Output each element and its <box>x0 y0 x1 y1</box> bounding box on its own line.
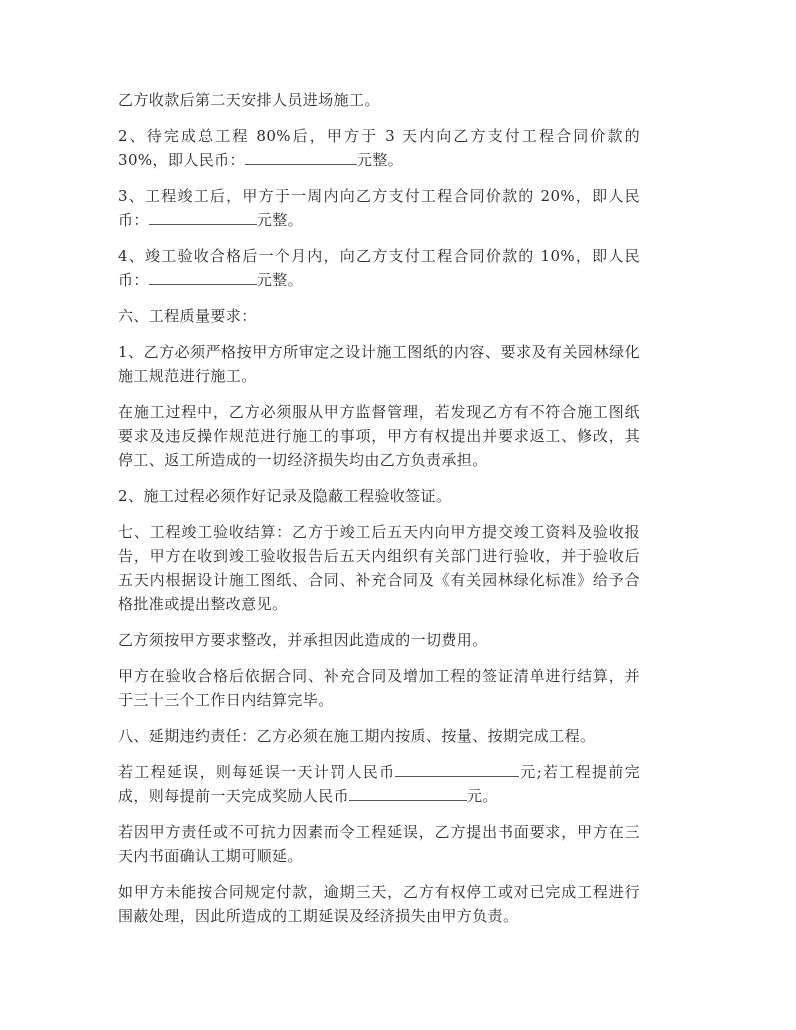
paragraph <box>118 484 640 508</box>
amount-blank <box>149 208 257 225</box>
paragraph <box>118 88 640 112</box>
clause-text: 3、工程竣工后，甲方于一周内向乙方支付工程合同价款的 20%，即人民币： <box>118 187 640 229</box>
amount-blank <box>149 268 257 285</box>
paragraph-text: 2、施工过程必须作好记录及隐蔽工程验收签证。 <box>118 487 452 505</box>
paragraph-text: 若因甲方责任或不可抗力因素而令工程延误，乙方提出书面要求，甲方在三天内书面确认工期可顺延。 <box>118 823 640 865</box>
clause-text: 若工程延误，则每延误一天计罚人民币 <box>118 763 396 781</box>
clause-text: 元;若工程提前完成，则每提前一天完成奖励人民币 <box>118 763 640 805</box>
paragraph-text: 如甲方未能按合同规定付款，逾期三天，乙方有权停工或对已完成工程进行围蔽处理，因此所造成的工期延误及经济损失由甲方负责。 <box>118 883 640 925</box>
paragraph <box>118 340 640 388</box>
paragraph <box>118 400 640 472</box>
clause-suffix: 元整。 <box>256 271 304 289</box>
clause-suffix: 元整。 <box>256 211 304 229</box>
paragraph <box>118 820 640 868</box>
reward-amount-blank <box>349 784 467 801</box>
paragraph <box>118 880 640 928</box>
section-heading <box>118 520 640 616</box>
penalty-clause <box>118 760 640 808</box>
paragraph <box>118 628 640 652</box>
contract-page <box>118 88 640 940</box>
heading-text: 六、工程质量要求： <box>118 307 257 325</box>
paragraph-text: 甲方在验收合格后依据合同、补充合同及增加工程的签证清单进行结算，并于三十三个工作日内结算完毕。 <box>118 667 640 709</box>
payment-clause-2 <box>118 124 640 172</box>
penalty-amount-blank <box>395 760 519 777</box>
paragraph-text: 乙方须按甲方要求整改，并承担因此造成的一切费用。 <box>118 631 488 649</box>
paragraph-text: 七、工程竣工验收结算：乙方于竣工后五天内向甲方提交竣工资料及验收报告，甲方在收到竣工验收报告后五天内组织有关部门进行验收，并于验收后五天内根据设计施工图纸、合同、补充合同及《有关园林绿化标准》给予合格批准或提出整改意见。 <box>118 523 640 613</box>
paragraph-text: 乙方收款后第二天安排人员进场施工。 <box>118 91 380 109</box>
paragraph <box>118 664 640 712</box>
paragraph-text: 八、延期违约责任：乙方必须在施工期内按质、按量、按期完成工程。 <box>118 727 596 745</box>
clause-text: 2、待完成总工程 80%后，甲方于 3 天内向乙方支付工程合同价款的 30%，即人民币： <box>118 127 640 169</box>
paragraph-text: 1、乙方必须严格按甲方所审定之设计施工图纸的内容、要求及有关园林绿化施工规范进行施工。 <box>118 343 640 385</box>
section-heading <box>118 304 640 328</box>
payment-clause-3 <box>118 184 640 232</box>
section-heading <box>118 724 640 748</box>
clause-suffix: 元。 <box>467 787 498 805</box>
amount-blank <box>245 148 357 165</box>
clause-suffix: 元整。 <box>356 151 404 169</box>
payment-clause-4 <box>118 244 640 292</box>
clause-text: 4、竣工验收合格后一个月内，向乙方支付工程合同价款的 10%，即人民币： <box>118 247 640 289</box>
paragraph-text: 在施工过程中，乙方必须服从甲方监督管理，若发现乙方有不符合施工图纸要求及违反操作规范进行施工的事项，甲方有权提出并要求返工、修改，其停工、返工所造成的一切经济损失均由乙方负责承担。 <box>118 403 640 469</box>
